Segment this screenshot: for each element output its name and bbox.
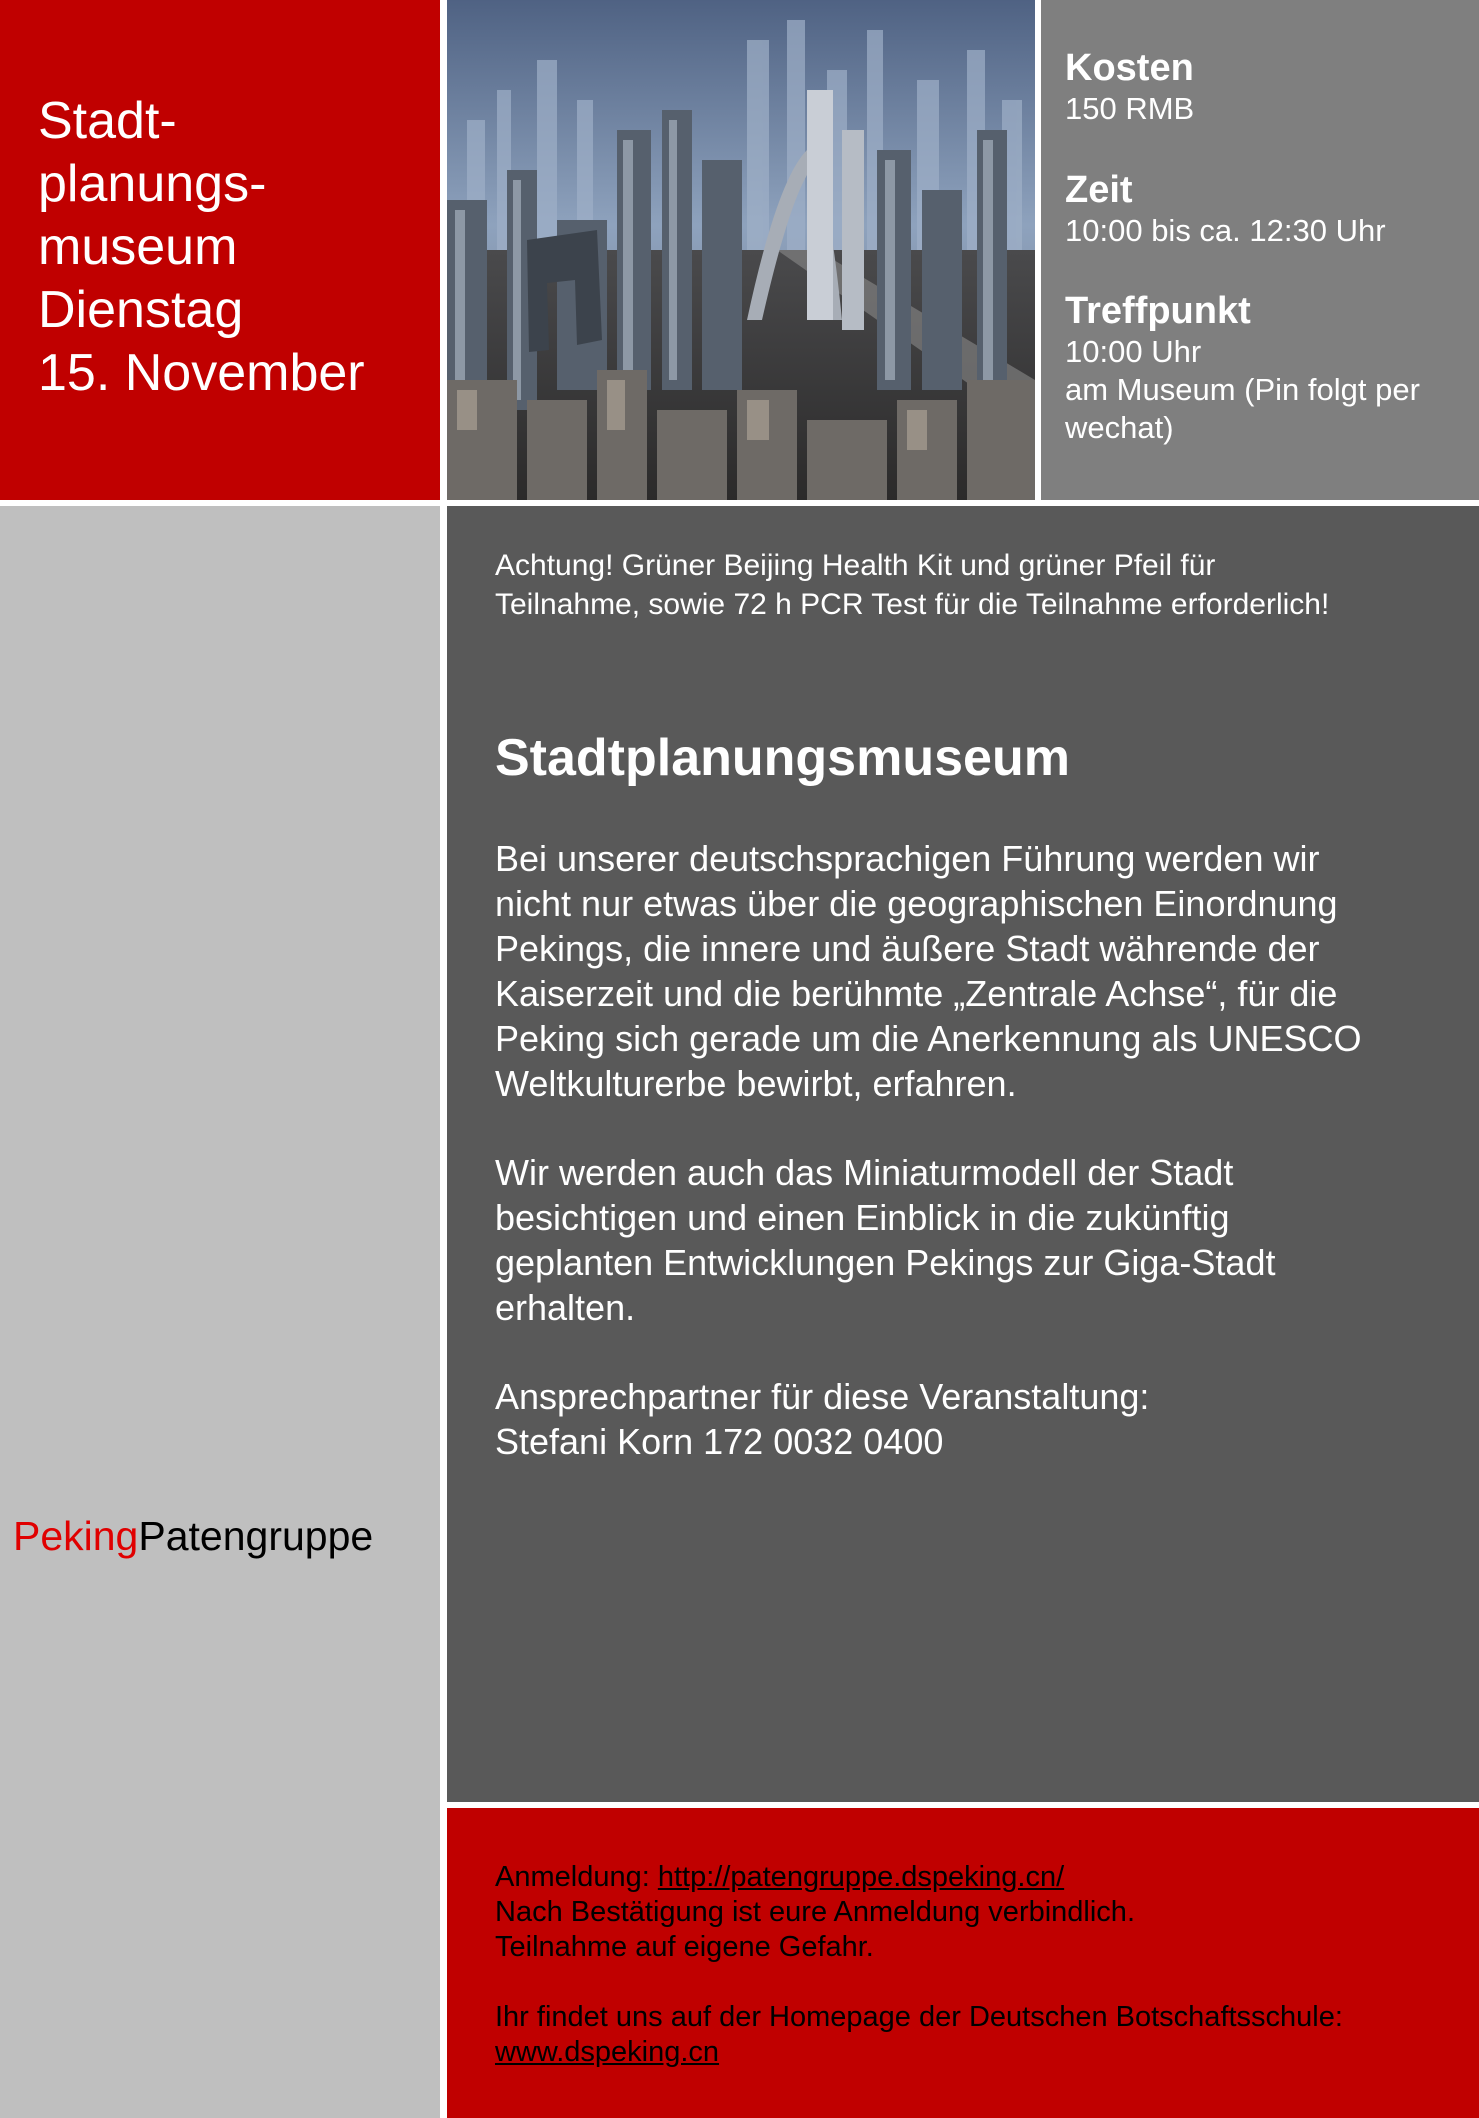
registration-link[interactable]: http://patengruppe.dspeking.cn/ <box>657 1861 1065 1893</box>
city-model-illustration <box>447 0 1035 500</box>
paragraph-line: Wir werden auch das Miniaturmodell der Stadt <box>495 1152 1234 1193</box>
contact-label: Ansprechpartner für diese Veranstaltung: <box>495 1376 1150 1417</box>
confirmation-line: Nach Bestätigung ist eure Anmeldung verbindlich. <box>495 1896 1135 1928</box>
registration-line <box>495 1860 1343 1895</box>
description-paragraph <box>495 836 1470 1106</box>
registration-panel <box>447 1808 1479 2118</box>
brand-patengruppe: Patengruppe <box>138 1513 374 1559</box>
homepage-link-line <box>495 2035 1343 2070</box>
time-value: 10:00 bis ca. 12:30 Uhr <box>1065 213 1386 248</box>
event-title <box>38 90 365 405</box>
paragraph-line: Bei unserer deutschsprachigen Führung werden wir <box>495 838 1320 879</box>
title-panel <box>0 0 440 500</box>
brand-logo <box>13 1513 373 1560</box>
meeting-line: am Museum (Pin folgt per <box>1065 372 1420 407</box>
paragraph-line: nicht nur etwas über die geographischen Einordnung <box>495 883 1338 924</box>
time-section <box>1065 168 1386 250</box>
meeting-heading: Treffpunkt <box>1065 290 1251 332</box>
meeting-line: wechat) <box>1065 410 1174 445</box>
title-line: 15. November <box>38 344 365 402</box>
cost-heading: Kosten <box>1065 47 1194 89</box>
notice-line: Teilnahme, sowie 72 h PCR Test für die Teilnahme erforderlich! <box>495 588 1330 621</box>
paragraph-line: erhalten. <box>495 1287 636 1328</box>
disclaimer-line: Teilnahme auf eigene Gefahr. <box>495 1931 874 1963</box>
paragraph-line: Peking sich gerade um die Anerkennung als UNESCO <box>495 1018 1362 1059</box>
title-line: planungs- <box>38 155 267 213</box>
title-line: Dienstag <box>38 281 244 339</box>
homepage-line: Ihr findet uns auf der Homepage der Deutschen Botschaftsschule: <box>495 2001 1343 2033</box>
main-content-panel <box>447 506 1479 1802</box>
spacer <box>495 1965 1343 2000</box>
title-line: museum <box>38 218 238 276</box>
main-heading: Stadtplanungsmuseum <box>495 729 1070 787</box>
paragraph-line: geplanten Entwicklungen Pekings zur Giga-Stadt <box>495 1242 1276 1283</box>
registration-text <box>495 1860 1343 2070</box>
paragraph-line: Pekings, die innere und äußere Stadt währende der <box>495 928 1320 969</box>
cost-section <box>1065 46 1194 128</box>
time-heading: Zeit <box>1065 169 1133 211</box>
meeting-line: 10:00 Uhr <box>1065 334 1202 369</box>
health-notice <box>495 546 1465 624</box>
model-paragraph <box>495 1150 1470 1330</box>
event-info-panel <box>1041 0 1479 500</box>
sidebar-panel <box>0 506 440 2118</box>
title-line: Stadt- <box>38 92 177 150</box>
paragraph-line: Kaiserzeit und die berühmte „Zentrale Achse“, für die <box>495 973 1338 1014</box>
meeting-section <box>1065 289 1420 447</box>
city-model-photo <box>447 0 1035 500</box>
homepage-link[interactable]: www.dspeking.cn <box>495 2036 720 2068</box>
contact-paragraph <box>495 1374 1470 1464</box>
paragraph-line: besichtigen und einen Einblick in die zukünftig <box>495 1197 1230 1238</box>
contact-value: Stefani Korn 172 0032 0400 <box>495 1421 944 1462</box>
brand-peking: Peking <box>13 1513 139 1559</box>
paragraph-line: Weltkulturerbe bewirbt, erfahren. <box>495 1063 1017 1104</box>
cost-value: 150 RMB <box>1065 91 1195 126</box>
registration-label: Anmeldung: <box>495 1861 658 1893</box>
notice-line: Achtung! Grüner Beijing Health Kit und grüner Pfeil für <box>495 549 1216 582</box>
